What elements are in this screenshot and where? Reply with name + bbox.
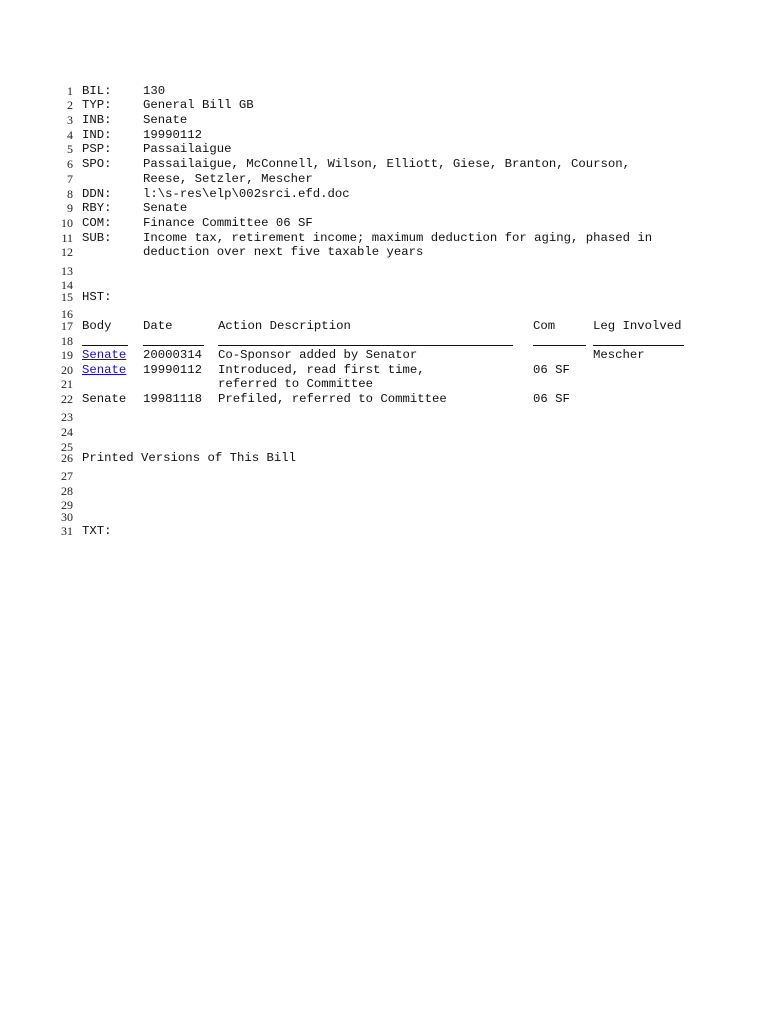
history-header-action: Action Description [218, 319, 351, 333]
field-label-com: COM: [82, 216, 112, 230]
line-number: 3 [67, 113, 73, 127]
history-header-date: Date [143, 319, 173, 333]
history-header-com: Com [533, 319, 556, 333]
history-header-leg: Leg Involved [593, 319, 682, 333]
line-number: 18 [61, 334, 73, 348]
field-value-spo: Passailaigue, McConnell, Wilson, Elliott, Giese, Branton, Courson, [143, 157, 631, 171]
field-label-typ: TYP: [82, 98, 112, 112]
field-value-ddn: l:\s-res\elp\002srci.efd.doc [143, 187, 350, 201]
printed-versions-heading: Printed Versions of This Bill [82, 451, 297, 465]
history-row-com: 06 SF [533, 363, 570, 377]
history-row-date: 20000314 [143, 348, 203, 362]
line-number: 30 [61, 510, 73, 524]
line-number: 11 [61, 231, 73, 245]
line-number: 5 [67, 142, 73, 156]
line-number: 17 [61, 319, 73, 333]
history-header-body: Body [82, 319, 112, 333]
line-number: 26 [61, 451, 73, 465]
field-value-spo-cont: Reese, Setzler, Mescher [143, 172, 313, 186]
line-number: 27 [61, 469, 73, 483]
history-row-action-cont: referred to Committee [218, 377, 373, 391]
line-number: 12 [61, 245, 73, 259]
header-rule-date [143, 345, 204, 346]
line-number: 20 [61, 363, 73, 377]
line-number: 28 [61, 484, 73, 498]
header-rule-body [82, 345, 128, 346]
line-number: 7 [67, 172, 73, 186]
history-row-leg: Mescher [593, 348, 645, 362]
history-row-date: 19981118 [143, 392, 203, 406]
line-number: 14 [61, 278, 73, 292]
history-row-com: 06 SF [533, 392, 570, 406]
field-value-typ: General Bill GB [143, 98, 254, 112]
field-label-hst: HST: [82, 290, 112, 304]
line-number: 1 [67, 84, 73, 98]
field-value-rby: Senate [143, 201, 188, 215]
line-number: 16 [61, 307, 73, 321]
line-number: 8 [67, 187, 73, 201]
line-number: 4 [67, 128, 73, 142]
line-number: 29 [61, 498, 73, 512]
field-value-sub: Income tax, retirement income; maximum deduction for aging, phased in [143, 231, 653, 245]
field-label-bil: BIL: [82, 84, 112, 98]
history-row-action: Prefiled, referred to Committee [218, 392, 447, 406]
line-number: 15 [61, 290, 73, 304]
header-rule-action [218, 345, 513, 346]
line-number: 22 [61, 392, 73, 406]
line-number: 6 [67, 157, 73, 171]
history-row-date: 19990112 [143, 363, 203, 377]
line-number: 25 [61, 440, 73, 454]
line-number: 23 [61, 410, 73, 424]
field-label-ddn: DDN: [82, 187, 112, 201]
history-row-action: Co-Sponsor added by Senator [218, 348, 418, 362]
line-number: 19 [61, 348, 73, 362]
header-rule-com [533, 345, 586, 346]
field-value-bil: 130 [143, 84, 166, 98]
field-value-com: Finance Committee 06 SF [143, 216, 313, 230]
field-label-psp: PSP: [82, 142, 112, 156]
field-label-sub: SUB: [82, 231, 112, 245]
field-value-sub-cont: deduction over next five taxable years [143, 245, 424, 259]
line-number: 24 [61, 425, 73, 439]
header-rule-leg [593, 345, 684, 346]
field-label-rby: RBY: [82, 201, 112, 215]
line-number: 9 [67, 201, 73, 215]
field-label-spo: SPO: [82, 157, 112, 171]
line-number: 31 [61, 524, 73, 538]
field-value-inb: Senate [143, 113, 188, 127]
history-row-action: Introduced, read first time, [218, 363, 425, 377]
field-label-txt: TXT: [82, 524, 112, 538]
history-row-body-link[interactable]: Senate [82, 348, 127, 362]
field-label-ind: IND: [82, 128, 112, 142]
field-value-ind: 19990112 [143, 128, 203, 142]
line-number: 2 [67, 98, 73, 112]
field-value-psp: Passailaigue [143, 142, 232, 156]
history-row-body: Senate [82, 392, 127, 406]
line-number: 21 [61, 377, 73, 391]
line-number: 10 [61, 216, 73, 230]
field-label-inb: INB: [82, 113, 112, 127]
line-number: 13 [61, 264, 73, 278]
history-row-body-link[interactable]: Senate [82, 363, 127, 377]
